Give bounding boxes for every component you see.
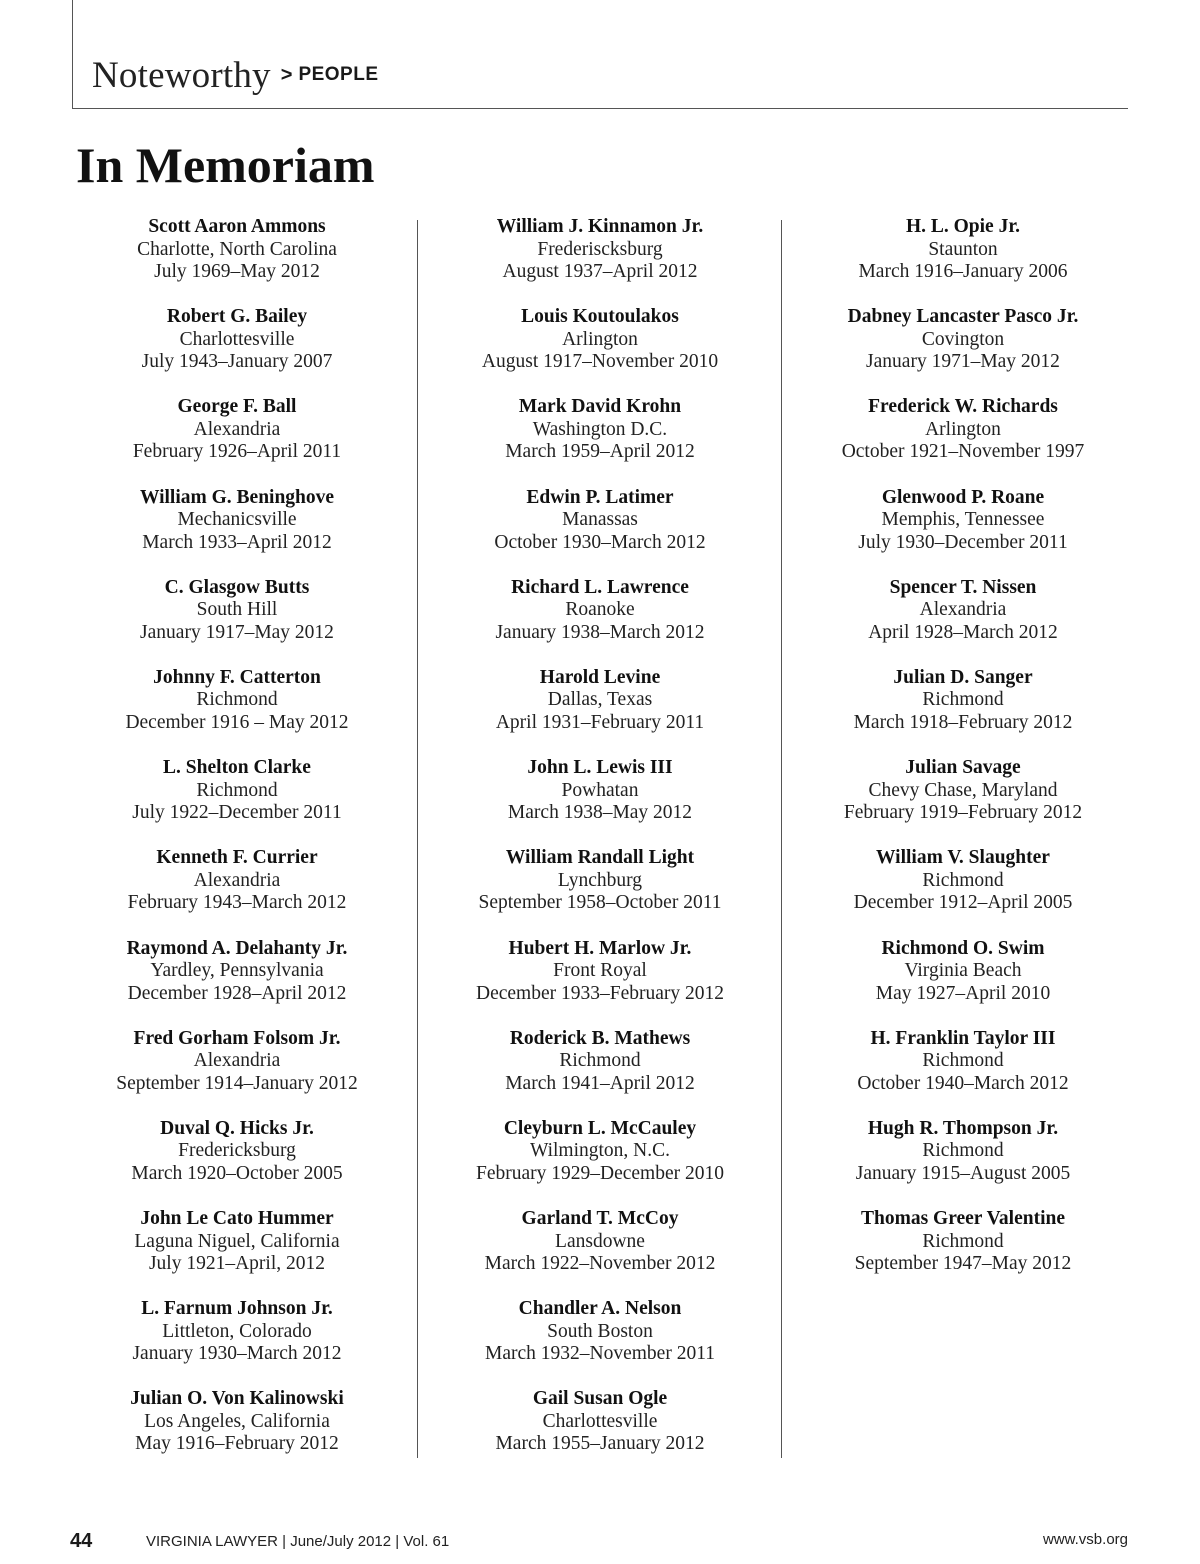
section-name: Noteworthy	[92, 55, 271, 96]
memoriam-name: Hugh R. Thompson Jr.	[867, 1117, 1059, 1139]
column-divider	[417, 220, 418, 1458]
memoriam-location: Alexandria	[193, 1050, 281, 1072]
memoriam-name: Garland T. McCoy	[521, 1208, 679, 1230]
memoriam-name: C. Glasgow Butts	[164, 576, 310, 598]
memoriam-name: Frederick W. Richards	[868, 396, 1058, 418]
memoriam-dates: February 1929–December 2010	[475, 1162, 724, 1184]
section-header	[92, 54, 379, 97]
memoriam-name: Harold Levine	[539, 666, 661, 688]
memoriam-location: Washington D.C.	[532, 418, 668, 440]
memoriam-dates: July 1969–May 2012	[154, 261, 320, 282]
memoriam-location: Arlington	[562, 328, 638, 350]
memoriam-dates: March 1955–January 2012	[495, 1433, 705, 1455]
memoriam-dates: October 1940–March 2012	[857, 1072, 1069, 1094]
memoriam-dates: March 1941–April 2012	[505, 1072, 695, 1094]
memoriam-dates: February 1943–March 2012	[127, 892, 347, 914]
memoriam-location: Richmond	[559, 1050, 641, 1072]
memoriam-entry	[419, 1028, 781, 1118]
memoriam-dates: February 1919–February 2012	[843, 802, 1083, 824]
memoriam-location: Manassas	[562, 509, 638, 531]
memoriam-name: L. Farnum Johnson Jr.	[141, 1298, 333, 1320]
memoriam-column-1	[56, 216, 418, 1479]
page-number: 44	[70, 1530, 93, 1552]
memoriam-entry	[419, 1208, 781, 1298]
memoriam-entry	[56, 938, 418, 1028]
memoriam-entry	[419, 757, 781, 847]
memoriam-name: Chandler A. Nelson	[518, 1298, 682, 1320]
memoriam-dates: August 1917–November 2010	[481, 351, 719, 373]
memoriam-dates: March 1933–April 2012	[142, 531, 332, 553]
memoriam-entry	[56, 216, 418, 306]
memoriam-dates: September 1914–January 2012	[116, 1072, 358, 1094]
memoriam-dates: July 1943–January 2007	[141, 351, 333, 373]
memoriam-entry	[56, 306, 418, 396]
memoriam-name: Richmond O. Swim	[881, 937, 1045, 959]
memoriam-name: Julian O. Von Kalinowski	[130, 1388, 344, 1410]
page-footer	[70, 1530, 1128, 1554]
memoriam-entry	[782, 396, 1144, 486]
memoriam-entry	[419, 396, 781, 486]
memoriam-entry	[56, 487, 418, 577]
memoriam-entry	[782, 847, 1144, 937]
memoriam-location: Los Angeles, California	[144, 1410, 330, 1432]
memoriam-location: Richmond	[922, 1230, 1004, 1252]
memoriam-dates: October 1930–March 2012	[494, 531, 706, 553]
memoriam-location: Chevy Chase, Maryland	[868, 779, 1058, 801]
memoriam-entry	[419, 1298, 781, 1388]
memoriam-entry	[56, 667, 418, 757]
memoriam-name: L. Shelton Clarke	[163, 757, 311, 779]
memoriam-name: Louis Koutoulakos	[521, 306, 679, 328]
memoriam-name: Scott Aaron Ammons	[148, 216, 326, 237]
section-subsection: PEOPLE	[298, 64, 379, 85]
memoriam-dates: December 1912–April 2005	[853, 892, 1073, 914]
memoriam-location: Richmond	[922, 1050, 1004, 1072]
memoriam-entry	[419, 306, 781, 396]
publication-info: VIRGINIA LAWYER | June/July 2012 | Vol. 61	[146, 1533, 450, 1550]
memoriam-name: William J. Kinnamon Jr.	[496, 216, 704, 237]
memoriam-location: Charlotte, North Carolina	[137, 238, 337, 260]
memoriam-location: Lynchburg	[557, 869, 643, 891]
section-separator: >	[280, 64, 293, 86]
memoriam-name: Glenwood P. Roane	[881, 486, 1045, 508]
memoriam-entry	[56, 1298, 418, 1388]
memoriam-dates: July 1930–December 2011	[858, 531, 1068, 553]
memoriam-location: Alexandria	[919, 599, 1007, 621]
memoriam-location: Memphis, Tennessee	[881, 509, 1045, 531]
memoriam-entry	[782, 938, 1144, 1028]
memoriam-location: Littleton, Colorado	[162, 1320, 312, 1342]
memoriam-name: John L. Lewis III	[527, 757, 673, 779]
memoriam-name: Roderick B. Mathews	[509, 1027, 691, 1049]
memoriam-dates: May 1927–April 2010	[875, 982, 1051, 1004]
memoriam-entry	[419, 938, 781, 1028]
memoriam-name: Duval Q. Hicks Jr.	[160, 1117, 314, 1139]
memoriam-entry	[56, 1208, 418, 1298]
memoriam-location: Virginia Beach	[904, 960, 1022, 981]
memoriam-entry	[782, 577, 1144, 667]
memoriam-entry	[56, 396, 418, 486]
memoriam-location: Richmond	[196, 689, 278, 711]
memoriam-name: Gail Susan Ogle	[532, 1388, 668, 1410]
memoriam-name: Mark David Krohn	[518, 396, 682, 418]
memoriam-location: Charlottesville	[542, 1410, 658, 1432]
memoriam-dates: January 1915–August 2005	[855, 1162, 1071, 1184]
memoriam-name: John Le Cato Hummer	[140, 1208, 334, 1230]
memoriam-dates: July 1922–December 2011	[132, 802, 342, 824]
memoriam-entry	[782, 216, 1144, 306]
memoriam-entry	[419, 216, 781, 306]
memoriam-dates: March 1922–November 2012	[484, 1253, 716, 1275]
memoriam-dates: January 1930–March 2012	[132, 1343, 342, 1365]
memoriam-name: H. L. Opie Jr.	[905, 216, 1021, 237]
memoriam-entry	[782, 1118, 1144, 1208]
memoriam-location: Mechanicsville	[177, 509, 297, 531]
memoriam-location: Charlottesville	[179, 328, 295, 350]
memoriam-location: Richmond	[922, 689, 1004, 711]
memoriam-location: Dallas, Texas	[547, 689, 653, 711]
memoriam-entry	[782, 487, 1144, 577]
memoriam-dates: January 1917–May 2012	[140, 621, 334, 643]
memoriam-name: William Randall Light	[505, 847, 695, 869]
memoriam-dates: March 1959–April 2012	[505, 441, 695, 463]
memoriam-dates: October 1921–November 1997	[841, 441, 1085, 463]
memoriam-entry	[782, 1028, 1144, 1118]
memoriam-name: William G. Beninghove	[139, 486, 335, 508]
memoriam-dates: March 1932–November 2011	[485, 1343, 715, 1365]
memoriam-dates: July 1921–April, 2012	[148, 1253, 326, 1275]
memoriam-dates: September 1958–October 2011	[478, 892, 722, 914]
memoriam-entry	[56, 1028, 418, 1118]
memoriam-location: Powhatan	[561, 779, 639, 801]
memoriam-name: Hubert H. Marlow Jr.	[508, 937, 692, 959]
memoriam-dates: May 1916–February 2012	[135, 1433, 339, 1455]
memoriam-name: Kenneth F. Currier	[156, 847, 318, 869]
memoriam-entry	[419, 577, 781, 667]
memoriam-entry	[782, 757, 1144, 847]
memoriam-location: Richmond	[922, 1140, 1004, 1162]
memoriam-dates: January 1971–May 2012	[866, 351, 1060, 373]
memoriam-entry	[419, 487, 781, 577]
memoriam-dates: August 1937–April 2012	[502, 261, 698, 282]
memoriam-dates: March 1920–October 2005	[131, 1162, 343, 1184]
memoriam-dates: March 1918–February 2012	[853, 711, 1073, 733]
memoriam-location: Richmond	[196, 779, 278, 801]
memoriam-name: Robert G. Bailey	[166, 306, 308, 328]
memoriam-location: Staunton	[928, 238, 998, 260]
header-vertical-rule	[72, 0, 73, 108]
memoriam-location: Wilmington, N.C.	[529, 1140, 671, 1162]
memoriam-location: South Boston	[547, 1320, 653, 1342]
website-url: www.vsb.org	[1042, 1531, 1128, 1548]
memoriam-location: Front Royal	[553, 960, 647, 981]
memoriam-entry	[419, 667, 781, 757]
memoriam-name: Cleyburn L. McCauley	[503, 1117, 697, 1139]
memoriam-entry	[782, 1208, 1144, 1298]
memoriam-dates: February 1926–April 2011	[132, 441, 342, 463]
memoriam-entry	[419, 847, 781, 937]
memoriam-location: South Hill	[196, 599, 278, 621]
memoriam-name: George F. Ball	[177, 396, 297, 418]
memoriam-dates: December 1916 – May 2012	[125, 711, 349, 733]
memoriam-name: Spencer T. Nissen	[889, 576, 1037, 598]
memoriam-dates: December 1928–April 2012	[127, 982, 347, 1004]
memoriam-name: William V. Slaughter	[876, 847, 1050, 869]
memoriam-name: Edwin P. Latimer	[526, 486, 674, 508]
memoriam-entry	[782, 667, 1144, 757]
page-title: In Memoriam	[76, 137, 375, 193]
memoriam-name: Dabney Lancaster Pasco Jr.	[847, 306, 1079, 328]
memoriam-name: Thomas Greer Valentine	[860, 1208, 1066, 1230]
memoriam-column-3	[782, 216, 1144, 1298]
memoriam-name: Julian D. Sanger	[893, 666, 1033, 688]
memoriam-location: Alexandria	[193, 418, 281, 440]
memoriam-dates: January 1938–March 2012	[495, 621, 705, 643]
memoriam-dates: March 1938–May 2012	[507, 802, 693, 824]
memoriam-location: Covington	[921, 328, 1005, 350]
memoriam-name: Raymond A. Delahanty Jr.	[126, 937, 348, 959]
memoriam-entry	[419, 1388, 781, 1478]
memoriam-dates: April 1931–February 2011	[495, 711, 705, 733]
memoriam-entry	[56, 757, 418, 847]
memoriam-entry	[782, 306, 1144, 396]
memoriam-entry	[419, 1118, 781, 1208]
memoriam-name: Fred Gorham Folsom Jr.	[133, 1027, 341, 1049]
memoriam-location: Laguna Niguel, California	[134, 1230, 340, 1252]
memoriam-column-2	[419, 216, 781, 1479]
memoriam-dates: April 1928–March 2012	[868, 621, 1058, 643]
memoriam-location: Frederiscksburg	[537, 238, 663, 260]
memoriam-entry	[56, 847, 418, 937]
memoriam-location: Alexandria	[193, 869, 281, 891]
memoriam-name: Julian Savage	[905, 757, 1021, 779]
memoriam-dates: September 1947–May 2012	[854, 1253, 1072, 1275]
memoriam-name: Richard L. Lawrence	[511, 576, 689, 598]
memoriam-location: Lansdowne	[555, 1230, 645, 1252]
memoriam-location: Roanoke	[565, 599, 635, 621]
memoriam-location: Richmond	[922, 869, 1004, 891]
memoriam-location: Fredericksburg	[178, 1140, 296, 1162]
memoriam-columns	[56, 216, 1144, 1460]
memoriam-location: Yardley, Pennsylvania	[150, 960, 324, 981]
memoriam-name: H. Franklin Taylor III	[870, 1027, 1056, 1049]
memoriam-entry	[56, 1388, 418, 1478]
memoriam-name: Johnny F. Catterton	[153, 666, 321, 688]
memoriam-dates: December 1933–February 2012	[475, 982, 724, 1004]
header-horizontal-rule	[72, 108, 1128, 109]
memoriam-location: Arlington	[925, 418, 1001, 440]
memoriam-dates: March 1916–January 2006	[858, 261, 1068, 282]
memoriam-entry	[56, 577, 418, 667]
memoriam-entry	[56, 1118, 418, 1208]
